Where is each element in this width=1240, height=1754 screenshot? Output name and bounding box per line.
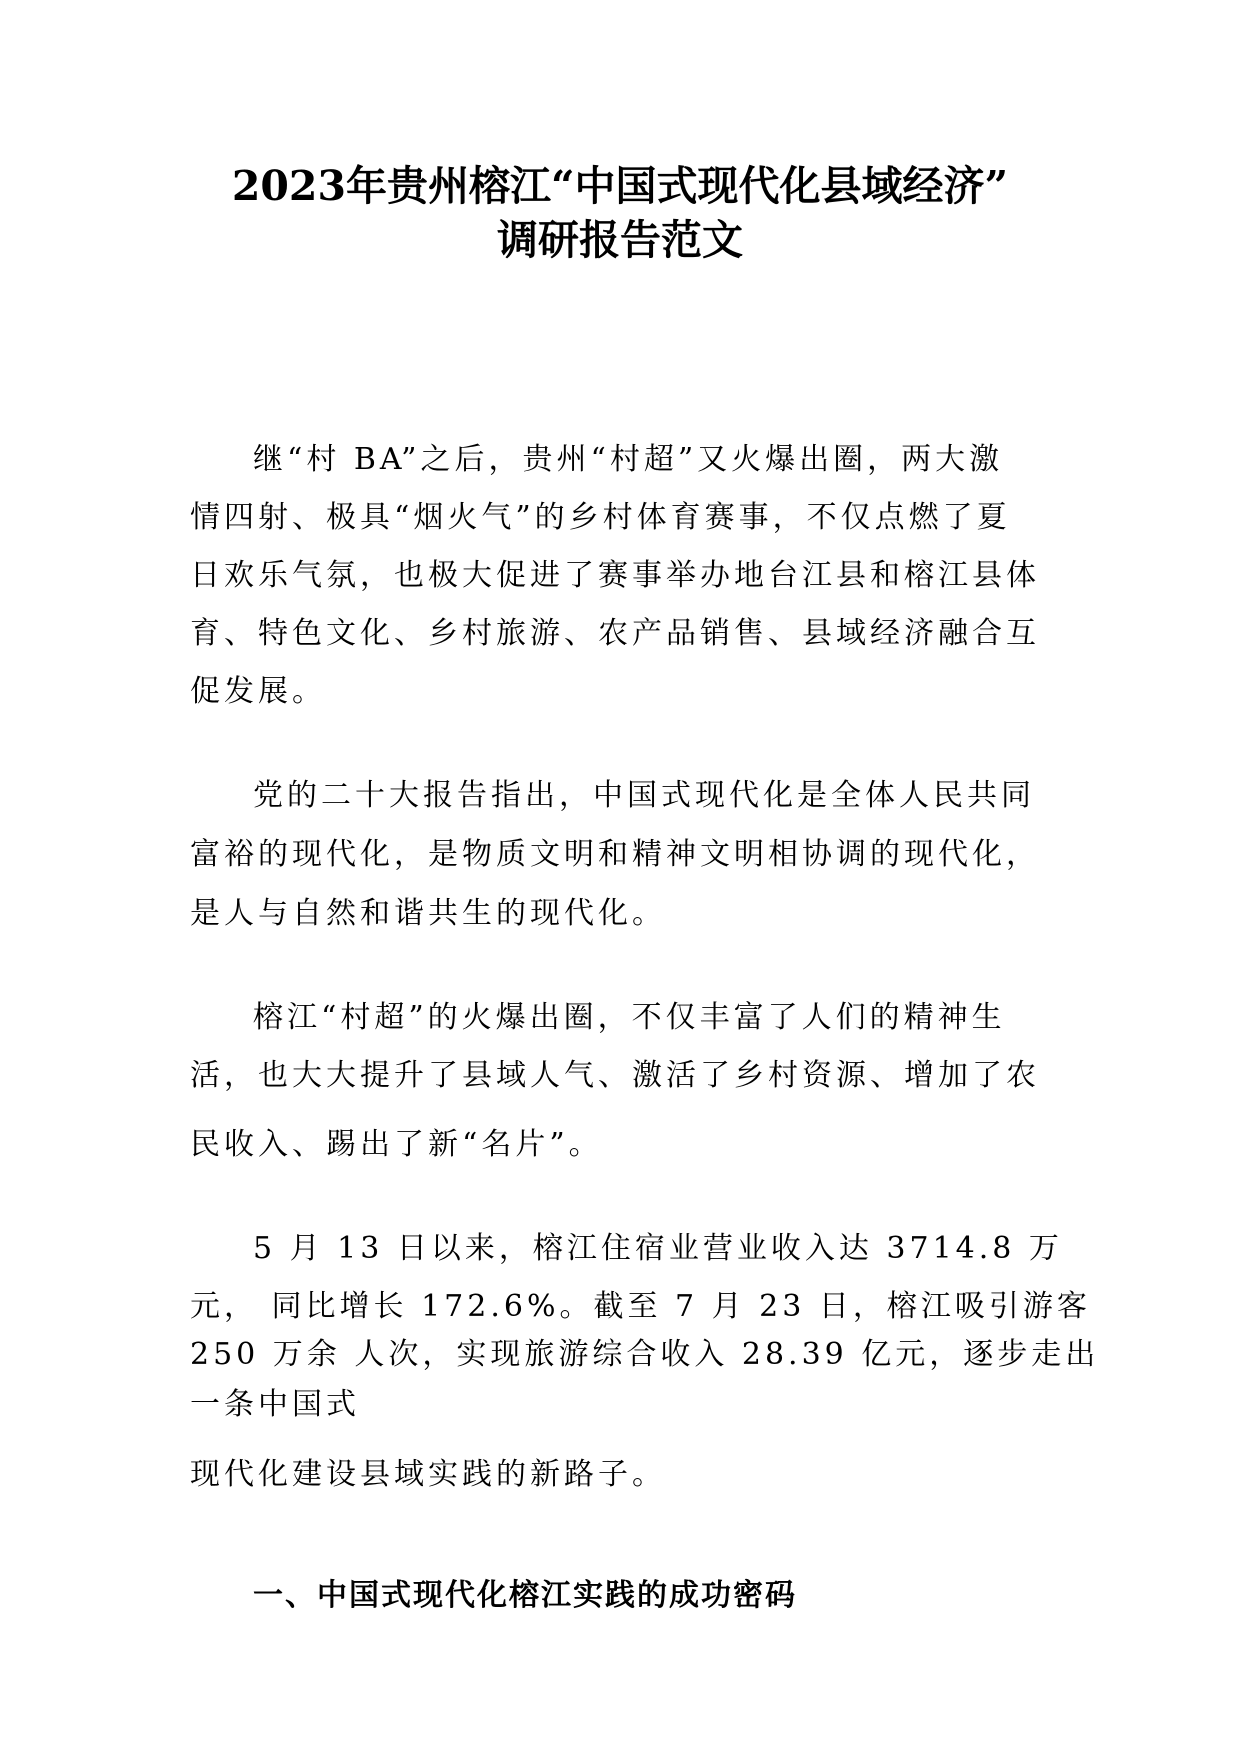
paragraph-1-line-2: 情四射、极具“烟火气”的乡村体育赛事，不仅点燃了夏 bbox=[190, 500, 1011, 535]
paragraph-2-line-2: 富裕的现代化，是物质文明和精神文明相协调的现代化， bbox=[190, 837, 1040, 872]
paragraph-1-line-3: 日欢乐气氛，也极大促进了赛事举办地台江县和榕江县体 bbox=[190, 558, 1040, 593]
paragraph-4-line-5: 现代化建设县域实践的新路子。 bbox=[190, 1457, 666, 1492]
section-heading: 一、中国式现代化榕江实践的成功密码 bbox=[253, 1578, 797, 1613]
paragraph-1-line-1: 继“村 BA”之后，贵州“村超”又火爆出圈，两大激 bbox=[253, 442, 1004, 477]
paragraph-3-line-3: 民收入、踢出了新“名片”。 bbox=[190, 1127, 603, 1162]
paragraph-3-line-2: 活，也大大提升了县域人气、激活了乡村资源、增加了农 bbox=[190, 1058, 1040, 1093]
paragraph-1-line-4: 育、特色文化、乡村旅游、农产品销售、县域经济融合互 bbox=[190, 616, 1040, 651]
paragraph-2-line-1: 党的二十大报告指出，中国式现代化是全体人民共同 bbox=[253, 778, 1035, 813]
paragraph-4-line-4: 一条中国式 bbox=[190, 1387, 360, 1422]
paragraph-4-line-2: 元， 同比增长 172.6%。截至 7 月 23 日，榕江吸引游客 bbox=[190, 1289, 1091, 1324]
document-title-line-2: 调研报告范文 bbox=[497, 216, 743, 264]
paragraph-2-line-3: 是人与自然和谐共生的现代化。 bbox=[190, 896, 666, 931]
paragraph-3-line-1: 榕江“村超”的火爆出圈，不仅丰富了人们的精神生 bbox=[253, 1000, 1006, 1035]
paragraph-1-line-5: 促发展。 bbox=[190, 674, 326, 709]
paragraph-4-line-1: 5 月 13 日以来，榕江住宿业营业收入达 3714.8 万 bbox=[253, 1231, 1063, 1266]
document-title-line-1: 2023年贵州榕江“中国式现代化县域经济” bbox=[231, 162, 1009, 210]
paragraph-4-line-3: 250 万余 人次，实现旅游综合收入 28.39 亿元，逐步走出 bbox=[190, 1337, 1100, 1372]
